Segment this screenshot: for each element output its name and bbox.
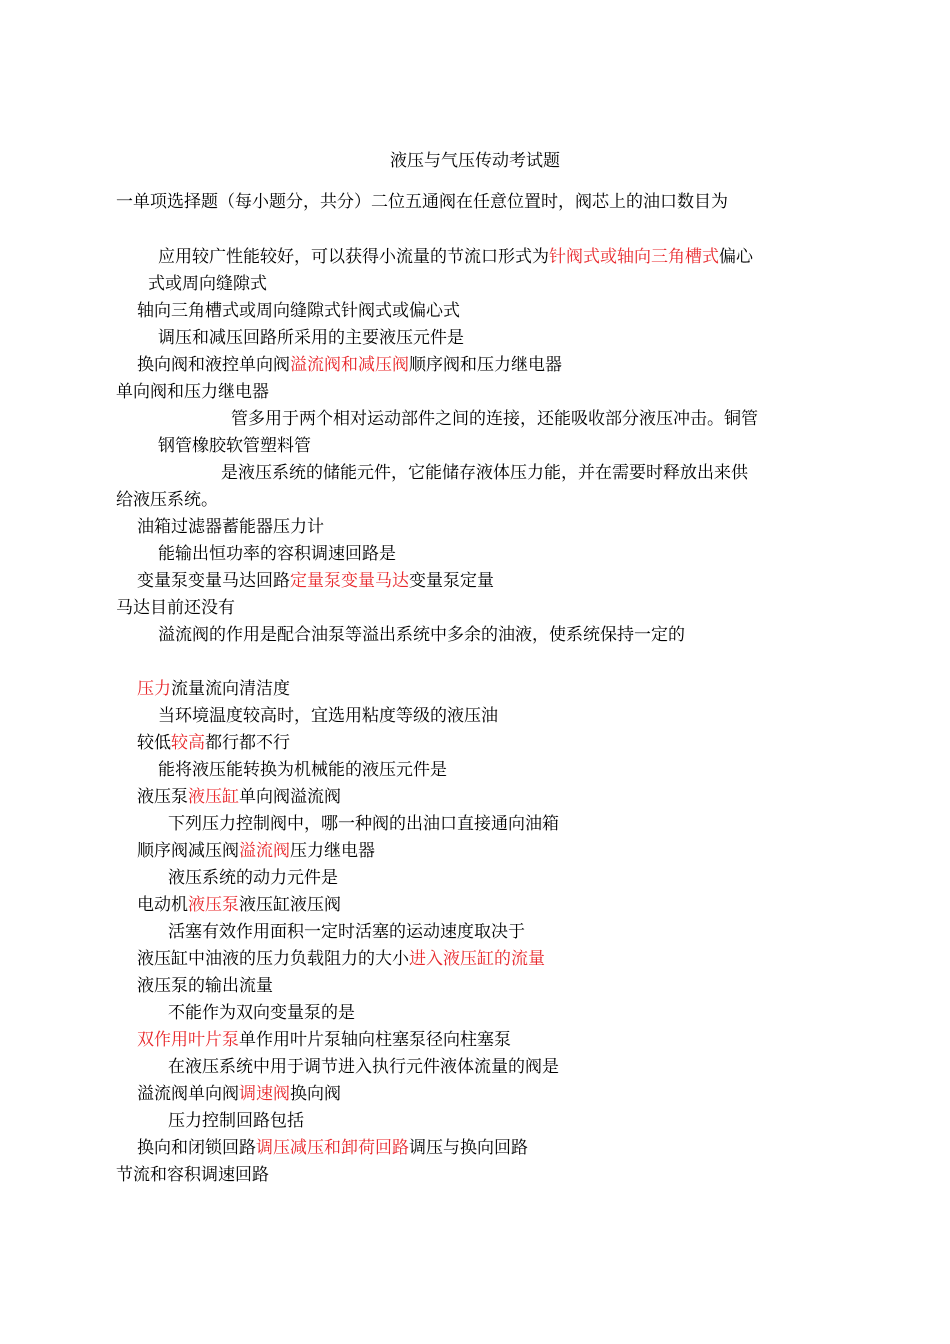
- text-line: [116, 1164, 269, 1186]
- text-line: [168, 921, 525, 943]
- text-segment: 单向阀溢流阀: [239, 787, 341, 807]
- text-line: [137, 975, 273, 997]
- text-segment: 活塞有效作用面积一定时活塞的运动速度取决于: [168, 922, 525, 942]
- answer-highlight: 液压泵: [188, 895, 239, 915]
- answer-highlight: 调速阀: [239, 1084, 290, 1104]
- text-line: [137, 516, 324, 538]
- text-segment: 节流和容积调速回路: [116, 1165, 269, 1185]
- text-segment: 顺序阀减压阀: [137, 841, 239, 861]
- answer-highlight: 定量泵变量马达: [290, 571, 409, 591]
- text-line: [137, 300, 460, 322]
- text-line: [221, 462, 748, 484]
- text-line: [168, 1056, 559, 1078]
- text-segment: 液压缸中油液的压力负载阻力的大小: [137, 949, 409, 969]
- text-segment: 当环境温度较高时，宜选用粘度等级的液压油: [158, 706, 498, 726]
- text-segment: 式或周向缝隙式: [148, 274, 267, 294]
- answer-highlight: 溢流阀和减压阀: [290, 355, 409, 375]
- text-segment: 油箱过滤器蓄能器压力计: [137, 517, 324, 537]
- text-segment: 换向阀: [290, 1084, 341, 1104]
- text-line: [137, 1137, 528, 1159]
- text-segment: 马达目前还没有: [116, 598, 235, 618]
- text-segment: 调压与换向回路: [409, 1138, 528, 1158]
- text-line: [168, 1110, 304, 1132]
- text-line: [137, 894, 341, 916]
- text-line: [116, 381, 269, 403]
- answer-highlight: 针阀式或轴向三角槽式: [549, 247, 719, 267]
- answer-highlight: 压力: [137, 679, 171, 699]
- text-segment: 液压系统的动力元件是: [168, 868, 338, 888]
- answer-highlight: 调压减压和卸荷回路: [256, 1138, 409, 1158]
- text-segment: 换向和闭锁回路: [137, 1138, 256, 1158]
- answer-highlight: 溢流阀: [239, 841, 290, 861]
- text-line: [158, 327, 464, 349]
- text-segment: 溢流阀单向阀: [137, 1084, 239, 1104]
- text-line: [168, 1002, 355, 1024]
- text-segment: 单作用叶片泵轴向柱塞泵径向柱塞泵: [239, 1030, 511, 1050]
- text-segment: 在液压系统中用于调节进入执行元件液体流量的阀是: [168, 1057, 559, 1077]
- text-line: [231, 408, 758, 430]
- answer-highlight: 液压缸: [188, 787, 239, 807]
- text-segment: 一单项选择题（每小题分，共分）二位五通阀在任意位置时，阀芯上的油口数目为: [116, 192, 728, 212]
- text-segment: 能输出恒功率的容积调速回路是: [158, 544, 396, 564]
- document-title: 液压与气压传动考试题: [390, 151, 560, 171]
- text-line: [137, 840, 375, 862]
- text-segment: 调压和减压回路所采用的主要液压元件是: [158, 328, 464, 348]
- text-line: [137, 1029, 511, 1051]
- text-line: [158, 759, 447, 781]
- text-segment: 轴向三角槽式或周向缝隙式针阀式或偏心式: [137, 301, 460, 321]
- text-line: [137, 948, 545, 970]
- text-line: [137, 732, 290, 754]
- text-line: [158, 246, 753, 268]
- text-segment: 不能作为双向变量泵的是: [168, 1003, 355, 1023]
- text-line: [148, 273, 267, 295]
- answer-highlight: 较高: [171, 733, 205, 753]
- text-segment: 是液压系统的储能元件，它能储存液体压力能，并在需要时释放出来供: [221, 463, 748, 483]
- text-segment: 顺序阀和压力继电器: [409, 355, 562, 375]
- text-segment: 变量泵定量: [409, 571, 494, 591]
- text-segment: 偏心: [719, 247, 753, 267]
- text-segment: 单向阀和压力继电器: [116, 382, 269, 402]
- text-segment: 液压泵的输出流量: [137, 976, 273, 996]
- text-segment: 流量流向清洁度: [171, 679, 290, 699]
- text-segment: 钢管橡胶软管塑料管: [158, 436, 311, 456]
- text-segment: 管多用于两个相对运动部件之间的连接，还能吸收部分液压冲击。铜管: [231, 409, 758, 429]
- text-line: [158, 624, 685, 646]
- text-line: [137, 1083, 341, 1105]
- text-segment: 应用较广性能较好，可以获得小流量的节流口形式为: [158, 247, 549, 267]
- text-segment: 液压泵: [137, 787, 188, 807]
- text-segment: 溢流阀的作用是配合油泵等溢出系统中多余的油液，使系统保持一定的: [158, 625, 685, 645]
- text-segment: 电动机: [137, 895, 188, 915]
- text-line: [168, 813, 559, 835]
- text-segment: 给液压系统。: [116, 490, 218, 510]
- text-segment: 能将液压能转换为机械能的液压元件是: [158, 760, 447, 780]
- text-segment: 换向阀和液控单向阀: [137, 355, 290, 375]
- text-line: [137, 678, 290, 700]
- text-segment: 下列压力控制阀中，哪一种阀的出油口直接通向油箱: [168, 814, 559, 834]
- text-line: [137, 570, 494, 592]
- answer-highlight: 双作用叶片泵: [137, 1030, 239, 1050]
- text-line: [116, 489, 218, 511]
- text-segment: 变量泵变量马达回路: [137, 571, 290, 591]
- text-line: [168, 867, 338, 889]
- text-line: [137, 786, 341, 808]
- text-line: [137, 354, 562, 376]
- text-line: [116, 191, 728, 213]
- text-line: [158, 543, 396, 565]
- text-line: [116, 597, 235, 619]
- text-segment: 压力继电器: [290, 841, 375, 861]
- text-line: [158, 705, 498, 727]
- text-segment: 压力控制回路包括: [168, 1111, 304, 1131]
- text-segment: 液压缸液压阀: [239, 895, 341, 915]
- text-line: [158, 435, 311, 457]
- text-segment: 较低: [137, 733, 171, 753]
- text-segment: 都行都不行: [205, 733, 290, 753]
- answer-highlight: 进入液压缸的流量: [409, 949, 545, 969]
